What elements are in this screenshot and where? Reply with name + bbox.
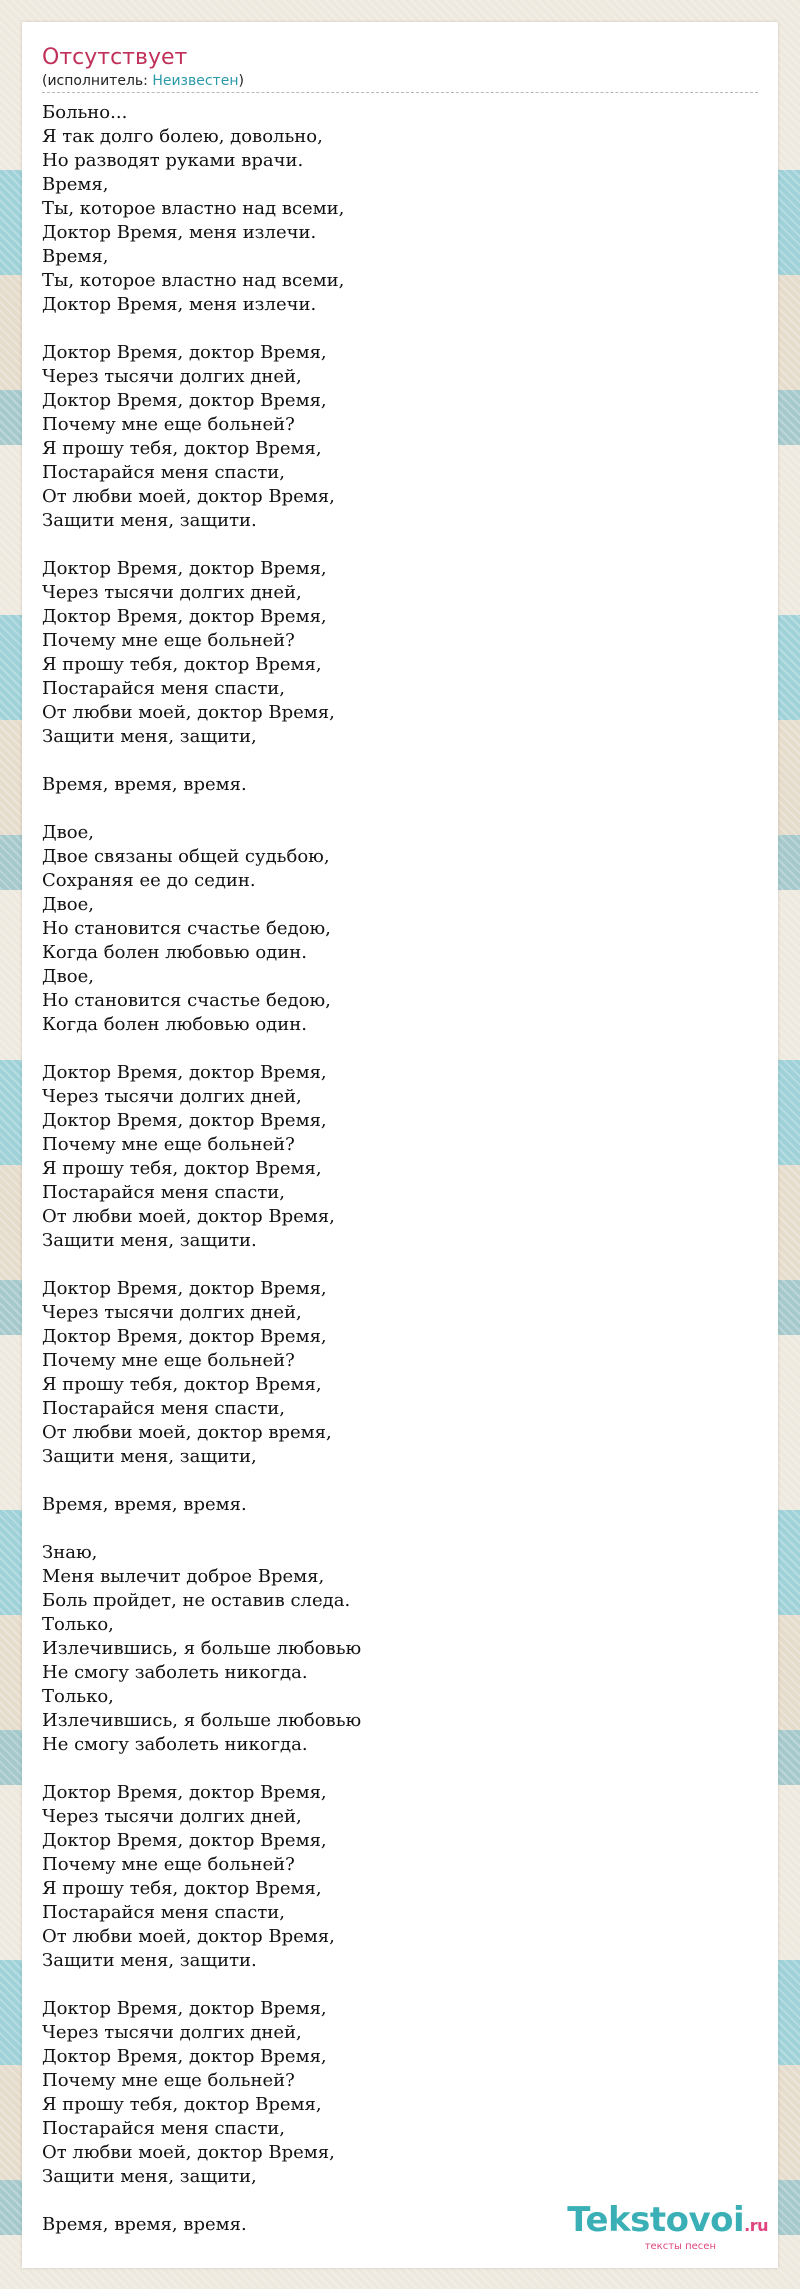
lyrics-stanza: Время, время, время.: [42, 774, 247, 795]
artist-link[interactable]: Неизвестен: [152, 73, 239, 89]
lyrics-stanza: Доктор Время, доктор Время, Через тысячи долгих дней, Доктор Время, доктор Время, Почему мне еще больней? Я прошу тебя, доктор Время, Постарайся меня спасти, От любви моей, доктор Время, Защити меня, защити,: [42, 558, 335, 747]
site-logo[interactable]: [567, 2200, 768, 2252]
artist-prefix: (исполнитель:: [42, 73, 153, 89]
lyrics-stanza: Время, время, время.: [42, 1494, 247, 1515]
lyrics-stanza: Знаю, Меня вылечит доброе Время, Боль пройдет, не оставив следа. Только, Излечившись, я больше любовью Не смогу заболеть никогда. Только, Излечившись, я больше любовью Не смогу заболеть никогда.: [42, 1542, 362, 1755]
artist-suffix: ): [238, 73, 244, 89]
lyrics-stanza: Доктор Время, доктор Время, Через тысячи долгих дней, Доктор Время, доктор Время, Почему мне еще больней? Я прошу тебя, доктор Время, Постарайся меня спасти, От любви моей, доктор Время, Защити меня, защити,: [42, 1998, 335, 2187]
logo-tagline: тексты песен: [644, 2241, 716, 2252]
logo-wordmark: [567, 2200, 768, 2243]
lyrics-stanza: Доктор Время, доктор Время, Через тысячи долгих дней, Доктор Время, доктор Время, Почему мне еще больней? Я прошу тебя, доктор Время, Постарайся меня спасти, От любви моей, доктор Время, Защити меня, защити.: [42, 342, 335, 531]
lyrics-stanza: Доктор Время, доктор Время, Через тысячи долгих дней, Доктор Время, доктор Время, Почему мне еще больней? Я прошу тебя, доктор Время, Постарайся меня спасти, От любви моей, доктор Время, Защити меня, защити.: [42, 1062, 335, 1251]
logo-tld: .ru: [744, 2216, 768, 2235]
lyrics-stanza: Доктор Время, доктор Время, Через тысячи долгих дней, Доктор Время, доктор Время, Почему мне еще больней? Я прошу тебя, доктор Время, Постарайся меня спасти, От любви моей, доктор время, Защити меня, защити,: [42, 1278, 332, 1467]
song-title: Отсутствует: [42, 45, 188, 70]
logo-name: Tekstovoi: [567, 2200, 745, 2240]
lyrics-stanza: Время, время, время.: [42, 2214, 247, 2235]
lyrics-card: [22, 22, 778, 2268]
lyrics-stanza: Доктор Время, доктор Время, Через тысячи долгих дней, Доктор Время, доктор Время, Почему мне еще больней? Я прошу тебя, доктор Время, Постарайся меня спасти, От любви моей, доктор Время, Защити меня, защити.: [42, 1782, 335, 1971]
lyrics-stanza: Больно... Я так долго болею, довольно, Но разводят руками врачи. Время, Ты, которое властно над всеми, Доктор Время, меня излечи. Время, Ты, которое властно над всеми, Доктор Время, меня излечи.: [42, 102, 345, 315]
lyrics-stanza: Двое, Двое связаны общей судьбою, Сохраняя ее до седин. Двое, Но становится счастье бедою, Когда болен любовью один. Двое, Но становится счастье бедою, Когда болен любовью один.: [42, 822, 331, 1035]
artist-line: [42, 72, 758, 93]
lyrics-text: [42, 101, 758, 2237]
